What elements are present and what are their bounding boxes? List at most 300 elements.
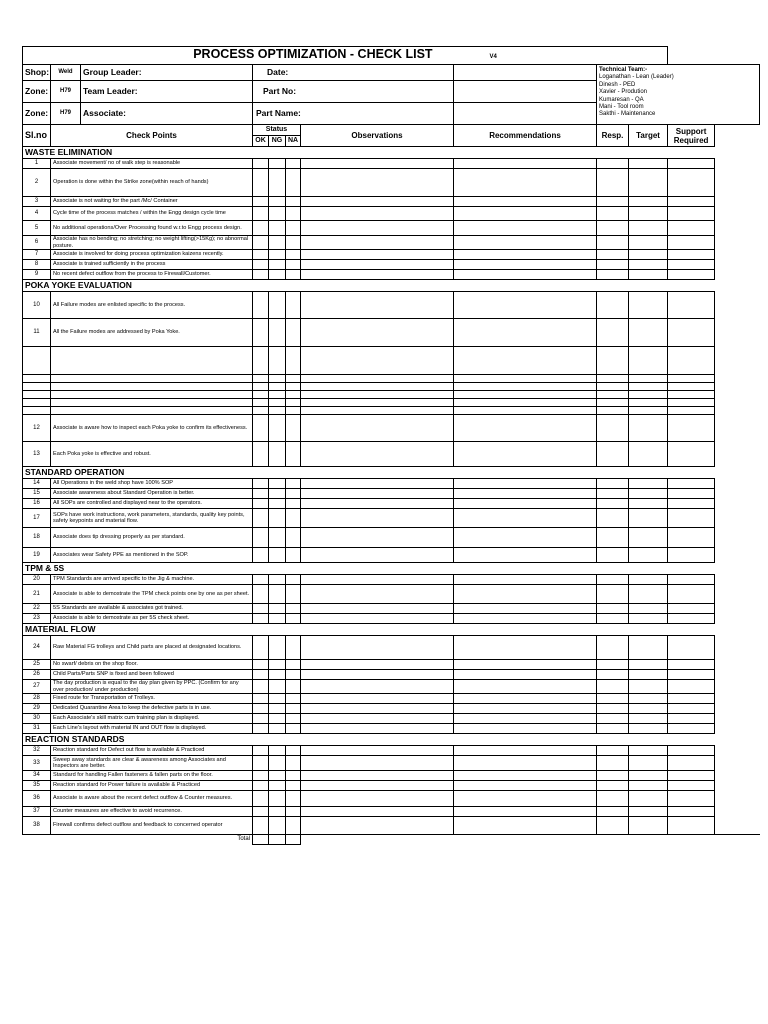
support-cell[interactable] bbox=[668, 636, 715, 660]
status-na-cell[interactable] bbox=[286, 714, 301, 724]
target-cell[interactable] bbox=[629, 704, 668, 714]
observations-cell[interactable] bbox=[301, 585, 454, 604]
recommendations-cell[interactable] bbox=[454, 197, 597, 207]
target-cell[interactable] bbox=[629, 746, 668, 756]
observations-cell[interactable] bbox=[301, 499, 454, 509]
observations-cell[interactable] bbox=[301, 207, 454, 221]
target-cell[interactable] bbox=[629, 260, 668, 270]
resp-cell[interactable] bbox=[597, 169, 629, 197]
total-na-cell[interactable] bbox=[286, 835, 301, 845]
total-ok-cell[interactable] bbox=[253, 835, 269, 845]
recommendations-cell[interactable] bbox=[454, 817, 597, 835]
recommendations-cell[interactable] bbox=[454, 319, 597, 347]
status-ok-cell[interactable] bbox=[253, 319, 269, 347]
support-cell[interactable] bbox=[668, 319, 715, 347]
shop-value[interactable]: Weld bbox=[51, 65, 81, 81]
support-cell[interactable] bbox=[668, 660, 715, 670]
status-ok-cell[interactable] bbox=[253, 221, 269, 236]
status-na-cell[interactable] bbox=[286, 791, 301, 807]
status-na-cell[interactable] bbox=[286, 548, 301, 563]
status-ng-cell[interactable] bbox=[269, 197, 286, 207]
resp-cell[interactable] bbox=[597, 746, 629, 756]
resp-cell[interactable] bbox=[597, 614, 629, 624]
observations-cell[interactable] bbox=[301, 724, 454, 734]
observations-cell[interactable] bbox=[301, 250, 454, 260]
status-ok-cell[interactable] bbox=[253, 479, 269, 489]
status-ng-cell[interactable] bbox=[269, 169, 286, 197]
target-cell[interactable] bbox=[629, 756, 668, 771]
status-ng-cell[interactable] bbox=[269, 270, 286, 280]
recommendations-cell[interactable] bbox=[454, 680, 597, 694]
resp-cell[interactable] bbox=[597, 479, 629, 489]
status-ng-cell[interactable] bbox=[269, 746, 286, 756]
observations-cell[interactable] bbox=[301, 771, 454, 781]
recommendations-cell[interactable] bbox=[454, 479, 597, 489]
support-cell[interactable] bbox=[668, 791, 715, 807]
observations-cell[interactable] bbox=[301, 169, 454, 197]
status-ng-cell[interactable] bbox=[269, 604, 286, 614]
status-ng-cell[interactable] bbox=[269, 207, 286, 221]
status-ok-cell[interactable] bbox=[253, 250, 269, 260]
support-cell[interactable] bbox=[668, 585, 715, 604]
resp-cell[interactable] bbox=[597, 528, 629, 548]
date-label[interactable]: Date: bbox=[253, 65, 454, 81]
status-ok-cell[interactable] bbox=[253, 670, 269, 680]
recommendations-cell[interactable] bbox=[454, 704, 597, 714]
resp-cell[interactable] bbox=[597, 270, 629, 280]
status-ng-cell[interactable] bbox=[269, 614, 286, 624]
resp-cell[interactable] bbox=[597, 680, 629, 694]
status-ng-cell[interactable] bbox=[269, 791, 286, 807]
observations-cell[interactable] bbox=[301, 509, 454, 528]
resp-cell[interactable] bbox=[597, 817, 629, 835]
resp-cell[interactable] bbox=[597, 509, 629, 528]
status-na-cell[interactable] bbox=[286, 236, 301, 250]
status-na-cell[interactable] bbox=[286, 746, 301, 756]
status-ng-cell[interactable] bbox=[269, 694, 286, 704]
recommendations-cell[interactable] bbox=[454, 756, 597, 771]
status-na-cell[interactable] bbox=[286, 250, 301, 260]
status-ng-cell[interactable] bbox=[269, 817, 286, 835]
target-cell[interactable] bbox=[629, 817, 668, 835]
support-cell[interactable] bbox=[668, 670, 715, 680]
recommendations-cell[interactable] bbox=[454, 207, 597, 221]
status-ng-cell[interactable] bbox=[269, 221, 286, 236]
status-ok-cell[interactable] bbox=[253, 604, 269, 614]
observations-cell[interactable] bbox=[301, 159, 454, 169]
part-name-label[interactable]: Part Name: bbox=[253, 103, 454, 125]
recommendations-cell[interactable] bbox=[454, 614, 597, 624]
recommendations-cell[interactable] bbox=[454, 791, 597, 807]
target-cell[interactable] bbox=[629, 614, 668, 624]
recommendations-cell[interactable] bbox=[454, 694, 597, 704]
resp-cell[interactable] bbox=[597, 791, 629, 807]
resp-cell[interactable] bbox=[597, 604, 629, 614]
status-ng-cell[interactable] bbox=[269, 548, 286, 563]
status-na-cell[interactable] bbox=[286, 585, 301, 604]
support-cell[interactable] bbox=[668, 442, 715, 467]
target-cell[interactable] bbox=[629, 660, 668, 670]
status-ok-cell[interactable] bbox=[253, 548, 269, 563]
observations-cell[interactable] bbox=[301, 260, 454, 270]
status-ng-cell[interactable] bbox=[269, 636, 286, 660]
status-ok-cell[interactable] bbox=[253, 807, 269, 817]
status-na-cell[interactable] bbox=[286, 614, 301, 624]
support-cell[interactable] bbox=[668, 614, 715, 624]
target-cell[interactable] bbox=[629, 575, 668, 585]
resp-cell[interactable] bbox=[597, 660, 629, 670]
target-cell[interactable] bbox=[629, 714, 668, 724]
target-cell[interactable] bbox=[629, 781, 668, 791]
status-ok-cell[interactable] bbox=[253, 575, 269, 585]
resp-cell[interactable] bbox=[597, 250, 629, 260]
status-ng-cell[interactable] bbox=[269, 585, 286, 604]
part-no-label[interactable]: Part No: bbox=[253, 81, 454, 103]
status-ok-cell[interactable] bbox=[253, 704, 269, 714]
recommendations-cell[interactable] bbox=[454, 771, 597, 781]
observations-cell[interactable] bbox=[301, 756, 454, 771]
resp-cell[interactable] bbox=[597, 548, 629, 563]
status-ok-cell[interactable] bbox=[253, 528, 269, 548]
support-cell[interactable] bbox=[668, 292, 715, 319]
status-ng-cell[interactable] bbox=[269, 509, 286, 528]
support-cell[interactable] bbox=[668, 746, 715, 756]
status-ok-cell[interactable] bbox=[253, 724, 269, 734]
support-cell[interactable] bbox=[668, 499, 715, 509]
resp-cell[interactable] bbox=[597, 670, 629, 680]
status-ok-cell[interactable] bbox=[253, 636, 269, 660]
support-cell[interactable] bbox=[668, 680, 715, 694]
resp-cell[interactable] bbox=[597, 221, 629, 236]
resp-cell[interactable] bbox=[597, 724, 629, 734]
support-cell[interactable] bbox=[668, 207, 715, 221]
status-na-cell[interactable] bbox=[286, 771, 301, 781]
status-ng-cell[interactable] bbox=[269, 807, 286, 817]
support-cell[interactable] bbox=[668, 771, 715, 781]
target-cell[interactable] bbox=[629, 499, 668, 509]
observations-cell[interactable] bbox=[301, 614, 454, 624]
observations-cell[interactable] bbox=[301, 442, 454, 467]
observations-cell[interactable] bbox=[301, 660, 454, 670]
target-cell[interactable] bbox=[629, 415, 668, 442]
target-cell[interactable] bbox=[629, 292, 668, 319]
status-na-cell[interactable] bbox=[286, 704, 301, 714]
recommendations-cell[interactable] bbox=[454, 499, 597, 509]
recommendations-cell[interactable] bbox=[454, 292, 597, 319]
status-ok-cell[interactable] bbox=[253, 260, 269, 270]
support-cell[interactable] bbox=[668, 270, 715, 280]
recommendations-cell[interactable] bbox=[454, 746, 597, 756]
observations-cell[interactable] bbox=[301, 415, 454, 442]
resp-cell[interactable] bbox=[597, 442, 629, 467]
observations-cell[interactable] bbox=[301, 221, 454, 236]
status-ng-cell[interactable] bbox=[269, 489, 286, 499]
resp-cell[interactable] bbox=[597, 236, 629, 250]
support-cell[interactable] bbox=[668, 817, 715, 835]
status-ok-cell[interactable] bbox=[253, 746, 269, 756]
status-ok-cell[interactable] bbox=[253, 680, 269, 694]
target-cell[interactable] bbox=[629, 528, 668, 548]
status-ng-cell[interactable] bbox=[269, 250, 286, 260]
status-na-cell[interactable] bbox=[286, 807, 301, 817]
status-ok-cell[interactable] bbox=[253, 771, 269, 781]
status-ok-cell[interactable] bbox=[253, 489, 269, 499]
observations-cell[interactable] bbox=[301, 270, 454, 280]
support-cell[interactable] bbox=[668, 548, 715, 563]
target-cell[interactable] bbox=[629, 197, 668, 207]
resp-cell[interactable] bbox=[597, 197, 629, 207]
zone2-value[interactable]: H79 bbox=[51, 103, 81, 125]
recommendations-cell[interactable] bbox=[454, 548, 597, 563]
status-ng-cell[interactable] bbox=[269, 704, 286, 714]
target-cell[interactable] bbox=[629, 207, 668, 221]
status-ng-cell[interactable] bbox=[269, 442, 286, 467]
observations-cell[interactable] bbox=[301, 604, 454, 614]
status-ok-cell[interactable] bbox=[253, 236, 269, 250]
recommendations-cell[interactable] bbox=[454, 781, 597, 791]
status-ng-cell[interactable] bbox=[269, 319, 286, 347]
support-cell[interactable] bbox=[668, 415, 715, 442]
status-ng-cell[interactable] bbox=[269, 479, 286, 489]
status-na-cell[interactable] bbox=[286, 270, 301, 280]
observations-cell[interactable] bbox=[301, 791, 454, 807]
support-cell[interactable] bbox=[668, 509, 715, 528]
support-cell[interactable] bbox=[668, 236, 715, 250]
target-cell[interactable] bbox=[629, 270, 668, 280]
status-ok-cell[interactable] bbox=[253, 660, 269, 670]
target-cell[interactable] bbox=[629, 509, 668, 528]
recommendations-cell[interactable] bbox=[454, 159, 597, 169]
target-cell[interactable] bbox=[629, 442, 668, 467]
observations-cell[interactable] bbox=[301, 670, 454, 680]
recommendations-cell[interactable] bbox=[454, 585, 597, 604]
recommendations-cell[interactable] bbox=[454, 807, 597, 817]
target-cell[interactable] bbox=[629, 724, 668, 734]
observations-cell[interactable] bbox=[301, 781, 454, 791]
status-ng-cell[interactable] bbox=[269, 771, 286, 781]
target-cell[interactable] bbox=[629, 585, 668, 604]
status-na-cell[interactable] bbox=[286, 221, 301, 236]
status-ok-cell[interactable] bbox=[253, 197, 269, 207]
status-na-cell[interactable] bbox=[286, 781, 301, 791]
support-cell[interactable] bbox=[668, 260, 715, 270]
status-ng-cell[interactable] bbox=[269, 781, 286, 791]
status-ok-cell[interactable] bbox=[253, 415, 269, 442]
support-cell[interactable] bbox=[668, 756, 715, 771]
status-na-cell[interactable] bbox=[286, 509, 301, 528]
support-cell[interactable] bbox=[668, 250, 715, 260]
recommendations-cell[interactable] bbox=[454, 670, 597, 680]
status-ng-cell[interactable] bbox=[269, 670, 286, 680]
target-cell[interactable] bbox=[629, 236, 668, 250]
observations-cell[interactable] bbox=[301, 479, 454, 489]
recommendations-cell[interactable] bbox=[454, 489, 597, 499]
resp-cell[interactable] bbox=[597, 260, 629, 270]
status-na-cell[interactable] bbox=[286, 724, 301, 734]
status-na-cell[interactable] bbox=[286, 442, 301, 467]
recommendations-cell[interactable] bbox=[454, 636, 597, 660]
resp-cell[interactable] bbox=[597, 499, 629, 509]
recommendations-cell[interactable] bbox=[454, 575, 597, 585]
status-ok-cell[interactable] bbox=[253, 614, 269, 624]
target-cell[interactable] bbox=[629, 250, 668, 260]
recommendations-cell[interactable] bbox=[454, 169, 597, 197]
status-na-cell[interactable] bbox=[286, 528, 301, 548]
status-na-cell[interactable] bbox=[286, 604, 301, 614]
status-ok-cell[interactable] bbox=[253, 694, 269, 704]
observations-cell[interactable] bbox=[301, 292, 454, 319]
status-ng-cell[interactable] bbox=[269, 660, 286, 670]
recommendations-cell[interactable] bbox=[454, 260, 597, 270]
recommendations-cell[interactable] bbox=[454, 660, 597, 670]
resp-cell[interactable] bbox=[597, 159, 629, 169]
target-cell[interactable] bbox=[629, 771, 668, 781]
support-cell[interactable] bbox=[668, 159, 715, 169]
support-cell[interactable] bbox=[668, 221, 715, 236]
observations-cell[interactable] bbox=[301, 319, 454, 347]
status-na-cell[interactable] bbox=[286, 260, 301, 270]
status-na-cell[interactable] bbox=[286, 694, 301, 704]
observations-cell[interactable] bbox=[301, 236, 454, 250]
status-ok-cell[interactable] bbox=[253, 499, 269, 509]
support-cell[interactable] bbox=[668, 714, 715, 724]
status-ok-cell[interactable] bbox=[253, 781, 269, 791]
support-cell[interactable] bbox=[668, 169, 715, 197]
status-na-cell[interactable] bbox=[286, 292, 301, 319]
observations-cell[interactable] bbox=[301, 548, 454, 563]
support-cell[interactable] bbox=[668, 528, 715, 548]
support-cell[interactable] bbox=[668, 724, 715, 734]
status-ok-cell[interactable] bbox=[253, 585, 269, 604]
status-na-cell[interactable] bbox=[286, 670, 301, 680]
target-cell[interactable] bbox=[629, 791, 668, 807]
observations-cell[interactable] bbox=[301, 575, 454, 585]
resp-cell[interactable] bbox=[597, 781, 629, 791]
recommendations-cell[interactable] bbox=[454, 236, 597, 250]
support-cell[interactable] bbox=[668, 781, 715, 791]
status-ok-cell[interactable] bbox=[253, 207, 269, 221]
status-na-cell[interactable] bbox=[286, 756, 301, 771]
observations-cell[interactable] bbox=[301, 817, 454, 835]
status-ng-cell[interactable] bbox=[269, 724, 286, 734]
status-na-cell[interactable] bbox=[286, 207, 301, 221]
zone1-value[interactable]: H79 bbox=[51, 81, 81, 103]
observations-cell[interactable] bbox=[301, 704, 454, 714]
status-ok-cell[interactable] bbox=[253, 817, 269, 835]
recommendations-cell[interactable] bbox=[454, 270, 597, 280]
status-na-cell[interactable] bbox=[286, 159, 301, 169]
group-leader-label[interactable]: Group Leader: bbox=[81, 65, 253, 81]
support-cell[interactable] bbox=[668, 479, 715, 489]
status-ng-cell[interactable] bbox=[269, 260, 286, 270]
target-cell[interactable] bbox=[629, 319, 668, 347]
target-cell[interactable] bbox=[629, 169, 668, 197]
status-ng-cell[interactable] bbox=[269, 236, 286, 250]
status-na-cell[interactable] bbox=[286, 636, 301, 660]
resp-cell[interactable] bbox=[597, 489, 629, 499]
status-na-cell[interactable] bbox=[286, 169, 301, 197]
observations-cell[interactable] bbox=[301, 680, 454, 694]
observations-cell[interactable] bbox=[301, 489, 454, 499]
resp-cell[interactable] bbox=[597, 415, 629, 442]
target-cell[interactable] bbox=[629, 548, 668, 563]
status-na-cell[interactable] bbox=[286, 197, 301, 207]
status-ok-cell[interactable] bbox=[253, 169, 269, 197]
recommendations-cell[interactable] bbox=[454, 509, 597, 528]
status-ok-cell[interactable] bbox=[253, 756, 269, 771]
resp-cell[interactable] bbox=[597, 636, 629, 660]
recommendations-cell[interactable] bbox=[454, 724, 597, 734]
status-ok-cell[interactable] bbox=[253, 159, 269, 169]
resp-cell[interactable] bbox=[597, 575, 629, 585]
observations-cell[interactable] bbox=[301, 807, 454, 817]
target-cell[interactable] bbox=[629, 479, 668, 489]
resp-cell[interactable] bbox=[597, 292, 629, 319]
observations-cell[interactable] bbox=[301, 636, 454, 660]
status-ng-cell[interactable] bbox=[269, 756, 286, 771]
target-cell[interactable] bbox=[629, 221, 668, 236]
support-cell[interactable] bbox=[668, 694, 715, 704]
status-ok-cell[interactable] bbox=[253, 442, 269, 467]
target-cell[interactable] bbox=[629, 489, 668, 499]
observations-cell[interactable] bbox=[301, 694, 454, 704]
status-ng-cell[interactable] bbox=[269, 292, 286, 319]
team-leader-label[interactable]: Team Leader: bbox=[81, 81, 253, 103]
status-na-cell[interactable] bbox=[286, 319, 301, 347]
target-cell[interactable] bbox=[629, 680, 668, 694]
resp-cell[interactable] bbox=[597, 756, 629, 771]
observations-cell[interactable] bbox=[301, 528, 454, 548]
resp-cell[interactable] bbox=[597, 694, 629, 704]
recommendations-cell[interactable] bbox=[454, 714, 597, 724]
status-na-cell[interactable] bbox=[286, 479, 301, 489]
target-cell[interactable] bbox=[629, 694, 668, 704]
status-ng-cell[interactable] bbox=[269, 415, 286, 442]
status-ok-cell[interactable] bbox=[253, 791, 269, 807]
status-na-cell[interactable] bbox=[286, 489, 301, 499]
status-ok-cell[interactable] bbox=[253, 270, 269, 280]
observations-cell[interactable] bbox=[301, 197, 454, 207]
status-ok-cell[interactable] bbox=[253, 714, 269, 724]
recommendations-cell[interactable] bbox=[454, 250, 597, 260]
target-cell[interactable] bbox=[629, 670, 668, 680]
status-ng-cell[interactable] bbox=[269, 714, 286, 724]
target-cell[interactable] bbox=[629, 636, 668, 660]
status-na-cell[interactable] bbox=[286, 817, 301, 835]
status-ng-cell[interactable] bbox=[269, 159, 286, 169]
resp-cell[interactable] bbox=[597, 319, 629, 347]
target-cell[interactable] bbox=[629, 604, 668, 614]
status-ng-cell[interactable] bbox=[269, 680, 286, 694]
resp-cell[interactable] bbox=[597, 771, 629, 781]
recommendations-cell[interactable] bbox=[454, 528, 597, 548]
status-na-cell[interactable] bbox=[286, 660, 301, 670]
recommendations-cell[interactable] bbox=[454, 604, 597, 614]
support-cell[interactable] bbox=[668, 489, 715, 499]
recommendations-cell[interactable] bbox=[454, 221, 597, 236]
support-cell[interactable] bbox=[668, 604, 715, 614]
resp-cell[interactable] bbox=[597, 207, 629, 221]
status-ng-cell[interactable] bbox=[269, 499, 286, 509]
status-ok-cell[interactable] bbox=[253, 292, 269, 319]
observations-cell[interactable] bbox=[301, 746, 454, 756]
support-cell[interactable] bbox=[668, 807, 715, 817]
resp-cell[interactable] bbox=[597, 714, 629, 724]
status-ng-cell[interactable] bbox=[269, 528, 286, 548]
resp-cell[interactable] bbox=[597, 807, 629, 817]
recommendations-cell[interactable] bbox=[454, 415, 597, 442]
support-cell[interactable] bbox=[668, 704, 715, 714]
